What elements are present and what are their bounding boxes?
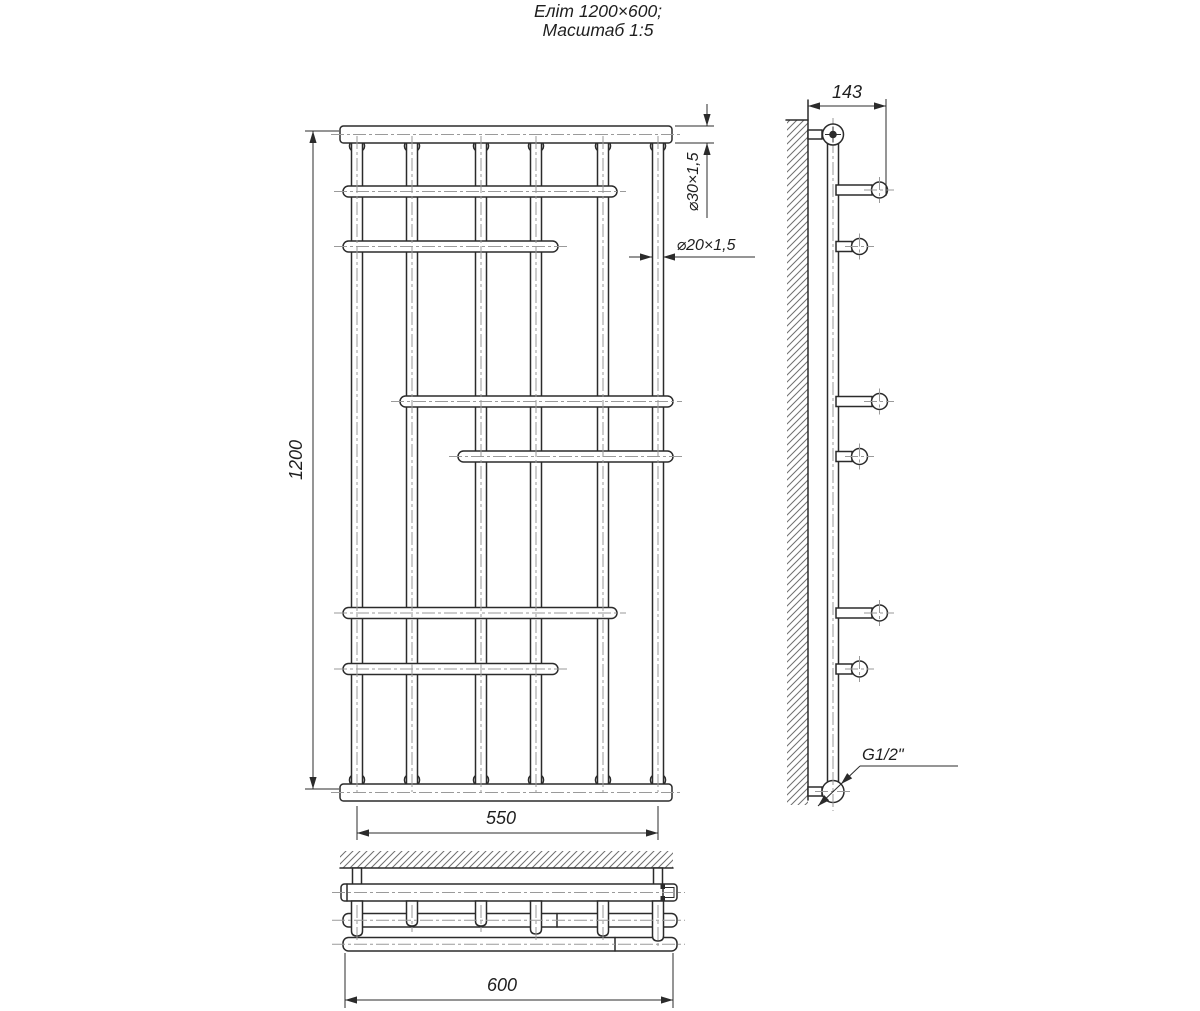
bar-pegs xyxy=(836,177,894,682)
dim-bar-span-label: 550 xyxy=(485,808,517,828)
vertical-tubes xyxy=(352,142,664,786)
wall-hatch-bottom xyxy=(340,851,673,868)
dim-rail-tube-label: ⌀20×1,5 xyxy=(676,237,736,254)
dim-bar-span xyxy=(357,806,658,840)
title-block xyxy=(534,1,662,40)
dim-overall-width-label: 600 xyxy=(486,975,518,995)
wall-bracket xyxy=(654,868,663,885)
towel-bars xyxy=(343,186,673,675)
wall-hatch-side xyxy=(787,120,808,805)
wall-bracket-top xyxy=(808,130,822,139)
dim-rail-tube xyxy=(629,237,755,261)
dim-height-label: 1200 xyxy=(286,439,306,481)
drawing-title: Еліт 1200×600; xyxy=(533,1,663,21)
side-view xyxy=(786,100,894,811)
dimensions xyxy=(286,82,958,1008)
dim-thread-label: G1/2" xyxy=(862,746,904,764)
dim-collector-tube xyxy=(675,104,714,218)
dim-overall-width xyxy=(345,953,673,1008)
dim-depth-label: 143 xyxy=(831,82,863,102)
tube-caps xyxy=(350,141,666,785)
dim-height xyxy=(286,131,339,789)
bar-peg-long xyxy=(836,600,894,626)
bar-peg-long xyxy=(836,177,894,203)
bottom-view xyxy=(332,851,685,951)
bar-peg-short xyxy=(836,444,874,470)
front-view xyxy=(331,126,682,801)
bar-peg-short xyxy=(836,234,874,260)
dim-collector-tube-label: ⌀30×1,5 xyxy=(685,152,702,212)
front-centerlines xyxy=(331,135,682,793)
bar-peg-long xyxy=(836,389,894,415)
wall-bracket xyxy=(353,868,362,885)
bar-peg-short xyxy=(836,656,874,682)
drawing-scale: Масштаб 1:5 xyxy=(542,20,654,40)
